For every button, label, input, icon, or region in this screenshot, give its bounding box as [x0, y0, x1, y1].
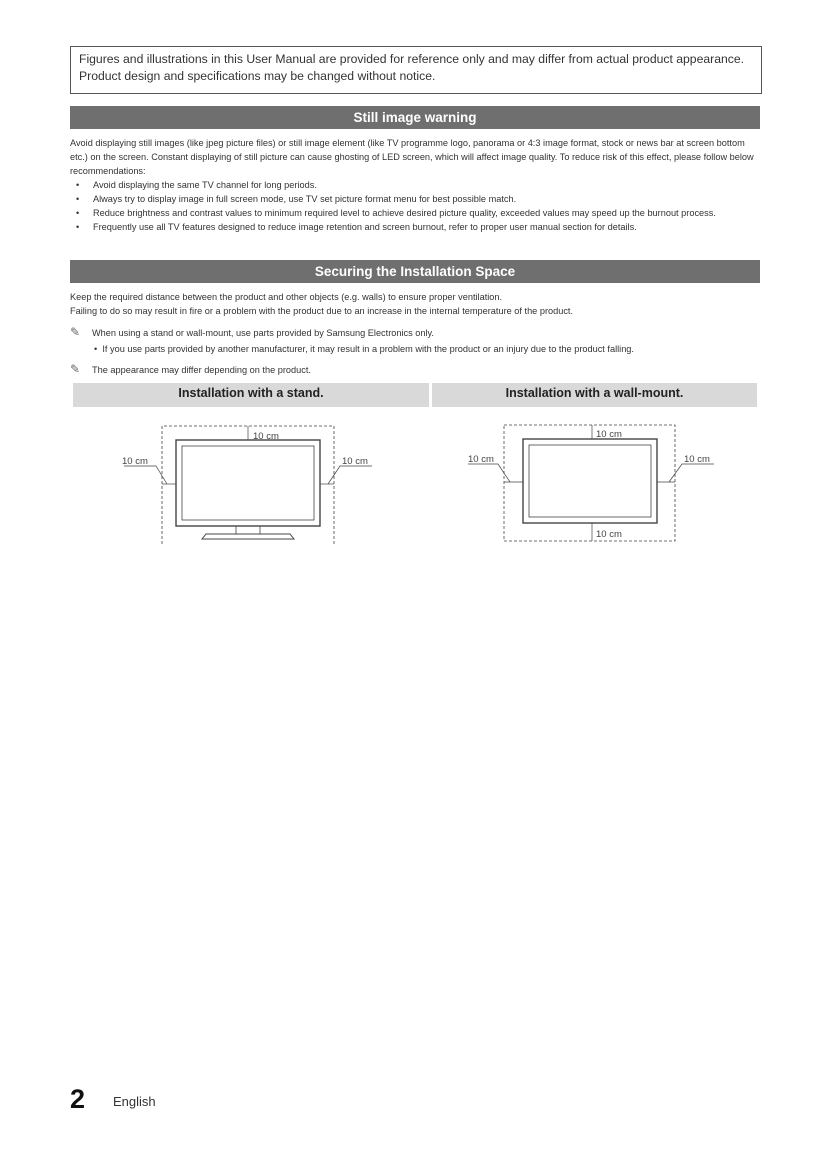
list-item: • Always try to display image in full screen mode, use TV set picture format menu for best possible match.: [76, 194, 517, 204]
page-number: 2: [70, 1084, 86, 1114]
dimension-left-label: 10 cm: [122, 456, 148, 467]
pencil-note-icon: ✎: [70, 362, 81, 376]
list-item: • Avoid displaying the same TV channel for long periods.: [76, 180, 317, 190]
installation-line-1: Keep the required distance between the product and other objects (e.g. walls) to ensure proper ventilation.: [70, 292, 503, 302]
installation-line-2: Failing to do so may result in fire or a problem with the product due to an increase in the internal temperature of the product.: [70, 306, 574, 316]
disclaimer-line-1: Figures and illustrations in this User Manual are provided for reference only and may differ from actual product appearance.: [79, 52, 745, 66]
pencil-note-icon: ✎: [70, 325, 81, 339]
stand-installation-diagram: [110, 420, 390, 544]
wall-installation-diagram: [460, 420, 730, 544]
dimension-bottom-label: 10 cm: [596, 529, 622, 540]
disclaimer-line-2: Product design and specifications may be changed without notice.: [79, 69, 436, 83]
subnote-text: If you use parts provided by another manufacturer, it may result in a problem with the product or an injury due to the product falling.: [102, 344, 634, 354]
dimension-right-label: 10 cm: [342, 456, 368, 467]
note-appearance: [70, 362, 760, 377]
bullet-text: Avoid displaying the same TV channel for long periods.: [93, 180, 317, 190]
dimension-top-label: 10 cm: [253, 431, 279, 442]
still-image-heading: Still image warning: [70, 106, 760, 129]
bullet-icon: •: [94, 344, 103, 354]
note-parts: [70, 325, 760, 340]
wall-mounted-tv-icon: [523, 439, 657, 523]
note-text: The appearance may differ depending on the product.: [92, 365, 311, 375]
wall-column-header: Installation with a wall-mount.: [432, 383, 757, 407]
still-image-intro: Avoid displaying still images (like jpeg picture files) or still image element (like TV programme logo, panorama or 4:3 image format, stock or news bar at screen bottom etc.) on the screen. Constant displaying of still picture can cause ghosting of LED screen, which will affect image quality. To reduce risk of this effect, please follow below recommendations:: [70, 138, 754, 176]
dimension-left-label: 10 cm: [468, 454, 494, 465]
bullet-text: Frequently use all TV features designed to reduce image retention and screen burnout, refer to proper user manual section for details.: [93, 222, 637, 232]
subnote-other-parts: [94, 342, 754, 356]
dimension-arrows: [124, 426, 372, 484]
list-item: • Frequently use all TV features designed to reduce image retention and screen burnout, refer to proper user manual section for details.: [76, 222, 637, 232]
tv-on-stand-icon: [176, 440, 320, 539]
language-label: English: [113, 1094, 156, 1109]
list-item: • Reduce brightness and contrast values to minimum required level to achieve desired picture quality, exceeded values may speed up the burnout process.: [76, 208, 716, 218]
note-text: When using a stand or wall-mount, use parts provided by Samsung Electronics only.: [92, 328, 434, 338]
stand-column-header: Installation with a stand.: [73, 383, 429, 407]
bullet-text: Reduce brightness and contrast values to minimum required level to achieve desired picture quality, exceeded values may speed up the burnout process.: [93, 208, 716, 218]
dimension-top-label: 10 cm: [596, 429, 622, 440]
still-image-bullets: [70, 178, 760, 234]
installation-heading: Securing the Installation Space: [70, 260, 760, 283]
disclaimer-box: [70, 46, 762, 94]
dimension-right-label: 10 cm: [684, 454, 710, 465]
bullet-text: Always try to display image in full screen mode, use TV set picture format menu for best possible match.: [93, 194, 517, 204]
